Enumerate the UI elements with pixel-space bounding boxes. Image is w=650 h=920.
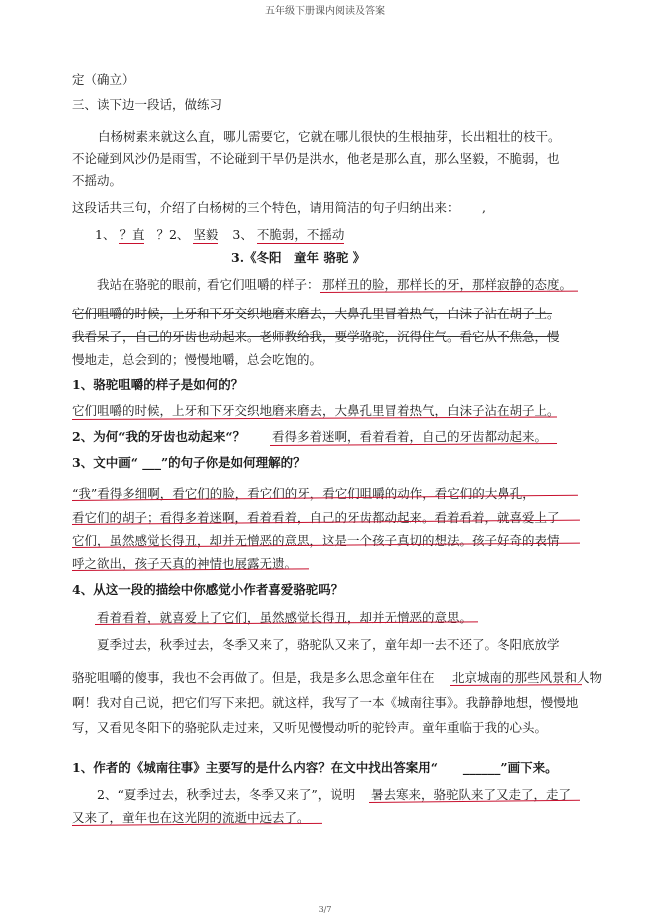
passage-line: 夏季过去，秋季过去，冬季又来了，骆驼队又来了，童年却一去不还了。冬阳底放学 bbox=[97, 637, 560, 652]
question-3: 3、文中画“ ___”的句子你是如何理解的？ bbox=[72, 455, 306, 470]
answer-number: ？2、 bbox=[156, 227, 190, 242]
underlined-sentence: 那样丑的脸，那样长的牙，那样寂静的态度。 bbox=[322, 277, 573, 292]
answer-number: 3、 bbox=[232, 227, 253, 242]
question-4: 4、从这一段的描绘中你感觉小作者喜爱骆驼吗？ bbox=[72, 582, 344, 597]
question-text: 这段话共三句，介绍了白杨树的三个特色，请用简洁的句子归纳出来： bbox=[72, 200, 460, 215]
question-1: 1、骆驼咀嚼的样子是如何的？ bbox=[72, 377, 244, 392]
section-heading: 三、读下边一段话，做练习 bbox=[72, 97, 223, 112]
answer-3: 不脆弱，不摇动 bbox=[256, 227, 345, 242]
question-text: 2、“夏季过去，秋季过去，冬季又来了”，说明 bbox=[97, 787, 356, 802]
strike-line bbox=[72, 336, 558, 337]
text-line: 定（确立） bbox=[72, 72, 135, 87]
underlined-phrase: 北京城南的那些风景和人物 bbox=[452, 670, 603, 685]
answer-text: 它们咀嚼的时候，上牙和下牙交织地磨来磨去，大鼻孔里冒着热气，白沫子沾在胡子上。 bbox=[72, 403, 560, 418]
passage-line: 我看呆了，自己的牙齿也动起来。老师教给我，要学骆驼，沉得住气。看它从不焦急，慢 bbox=[72, 329, 560, 344]
passage-line: 不论碰到风沙仍是雨雪，不论碰到干旱仍是洪水，他老是那么直，那么坚毅，不脆弱，也 bbox=[72, 151, 560, 166]
page-number: 3/7 bbox=[318, 905, 332, 914]
question-text: 1、作者的《城南往事》主要写的是什么内容？在文中找出答案用“ ______”画下来。 bbox=[72, 760, 558, 775]
answer-text: 看着看着，就喜爱上了它们，虽然感觉长得丑，却并无憎恶的意思。 bbox=[97, 610, 473, 625]
passage-line: 我站在骆驼的眼前， bbox=[97, 277, 210, 292]
passage-line: 白杨树素来就这么直，哪儿需要它，它就在哪儿很快的生根抽芽，长出粗壮的枝干。 bbox=[98, 129, 561, 144]
answer-number: 1、 bbox=[95, 227, 116, 242]
answer-2: 坚毅 bbox=[193, 227, 219, 242]
passage-line: 慢地走，总会到的；慢慢地嚼，总会吃饱的。 bbox=[72, 352, 323, 367]
answer-1: ？直 bbox=[119, 227, 145, 242]
passage-line: 啊！我对自己说，把它们写下来把。就这样，我写了一本《城南往事》。我静静地想，慢慢地 bbox=[72, 695, 579, 710]
lesson-title: 3.《冬阳 童年 骆驼 》 bbox=[231, 250, 366, 265]
question-2: 2、为何“我的牙齿也动起来“？ bbox=[72, 429, 246, 444]
strike-line bbox=[72, 313, 552, 314]
passage-line: 不摇动。 bbox=[72, 173, 123, 188]
answer-text: 呼之欲出，孩子天真的神情也展露无遗。 bbox=[72, 556, 298, 571]
passage-line: 写，又看见冬阳下的骆驼队走过来，又听见慢慢动听的驼铃声。童年重临于我的心头。 bbox=[72, 720, 548, 735]
answer-text: 暑去寒来，骆驼队来了又走了，走了 bbox=[371, 787, 572, 802]
text-mark: , bbox=[482, 200, 486, 215]
page-header: 五年级下册课内阅读及答案 bbox=[265, 6, 385, 17]
answer-text: “我”看得多细啊，看它们的脸，看它们的牙，看它们咀嚼的动作，看它们的大鼻孔， bbox=[72, 486, 535, 501]
passage-line: 骆驼咀嚼的傻事，我也不会再做了。但是，我是多么思念童年住在 bbox=[72, 670, 435, 685]
answer-text: 又来了，童年也在这光阴的流逝中远去了。 bbox=[72, 810, 310, 825]
answer-text: 看它们的胡子；看得多着迷啊，看着看着，自己的牙齿都动起来。看着看着，就喜爱上了 bbox=[72, 510, 560, 525]
answer-text: 它们，虽然感觉长得丑，却并无憎恶的意思，这是一个孩子真切的想法。孩子好奇的表情 bbox=[72, 533, 560, 548]
answer-line bbox=[95, 227, 344, 243]
passage-line: 看它们咀嚼的样子： bbox=[207, 277, 320, 292]
answer-text: 看得多着迷啊，看着看着，自己的牙齿都动起来。 bbox=[272, 429, 548, 444]
passage-line: 它们咀嚼的时候，上牙和下牙交织地磨来磨去，大鼻孔里冒着热气，白沫子沾在胡子上。 bbox=[72, 306, 560, 321]
